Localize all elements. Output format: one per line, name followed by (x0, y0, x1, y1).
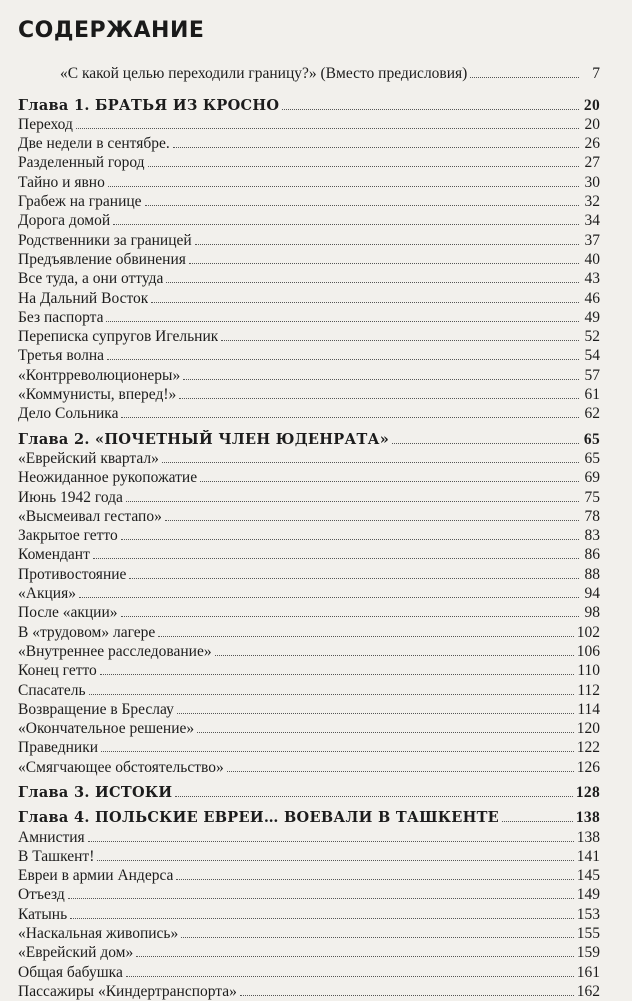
toc-chapter-heading (18, 783, 600, 802)
toc-entry (18, 700, 600, 719)
toc-entry (18, 943, 600, 962)
toc-entry-page: 30 (584, 173, 600, 191)
toc-entry (18, 719, 600, 738)
toc-entry-title: После «акции» (18, 604, 118, 622)
toc-entry-title: Противостояние (18, 565, 127, 583)
dot-leader (145, 205, 579, 206)
toc-entry (18, 545, 600, 564)
toc-entry-page: 26 (584, 135, 600, 153)
toc-entry-title: «Окончательное решение» (18, 720, 195, 738)
toc-entry (18, 827, 600, 846)
toc-entry-page: 155 (576, 925, 600, 943)
dot-leader (175, 796, 572, 797)
toc-entry-title: Конец гетто (18, 662, 97, 680)
toc-entry (18, 962, 600, 981)
dot-leader (148, 166, 579, 167)
dot-leader (121, 616, 580, 617)
dot-leader (282, 109, 579, 110)
toc-entry (18, 327, 600, 346)
toc-entry-title: Комендант (18, 546, 90, 564)
toc-entry-title: Глава 1. БРАТЬЯ ИЗ КРОСНО (18, 96, 280, 114)
toc-entry (18, 250, 600, 269)
toc-entry (18, 885, 600, 904)
toc-entry-title: Отъезд (18, 886, 65, 904)
toc-entry (18, 866, 600, 885)
toc-entry (18, 904, 600, 923)
toc-entry-title: «Акция» (18, 585, 76, 603)
toc-entry-page: 161 (576, 963, 600, 981)
toc-entry-page: 27 (584, 154, 600, 172)
toc-entry-title: Глава 3. ИСТОКИ (18, 783, 173, 801)
toc-entry-page: 83 (584, 527, 600, 545)
dot-leader (121, 539, 579, 540)
dot-leader (107, 359, 579, 360)
dot-leader (240, 995, 574, 996)
dot-leader (100, 674, 575, 675)
toc-entry-title: Грабеж на границе (18, 193, 142, 211)
toc-entry-title: Глава 2. «ПОЧЕТНЫЙ ЧЛЕН ЮДЕНРАТА» (18, 430, 390, 448)
toc-entry-title: Амнистия (18, 828, 85, 846)
toc-entry (18, 288, 600, 307)
toc-entry-title: Пассажиры «Киндертранспорта» (18, 982, 237, 1000)
toc-entry-title: «Коммунисты, вперед!» (18, 386, 177, 404)
toc-entry-title: «Наскальная живопись» (18, 925, 179, 943)
toc-entry (18, 385, 600, 404)
toc-entry-title: Без паспорта (18, 308, 104, 326)
toc-entry-title: «Еврейский дом» (18, 944, 134, 962)
toc-entry-title: Неожиданное рукопожатие (18, 469, 198, 487)
toc-entry-page: 65 (584, 449, 600, 467)
toc-entry-title: Две недели в сентябре. (18, 135, 170, 153)
toc-entry-page: 52 (584, 328, 600, 346)
toc-entry-title: «Смягчающее обстоятельство» (18, 758, 224, 776)
toc-entry-page: 75 (584, 488, 600, 506)
toc-entry-title: Родственники за границей (18, 231, 192, 249)
toc-entry-title: «Контрреволюционеры» (18, 366, 181, 384)
toc-entry-page: 159 (576, 944, 600, 962)
toc-entry (18, 346, 600, 365)
dot-leader (166, 282, 579, 283)
toc-entry-title: На Дальний Восток (18, 289, 149, 307)
toc-entry-title: Предъявление обвинения (18, 250, 186, 268)
toc-entry (18, 404, 600, 423)
toc-entry-title: Дорога домой (18, 212, 111, 230)
toc-entry-title: «Еврейский квартал» (18, 449, 159, 467)
dot-leader (221, 340, 579, 341)
dot-leader (183, 379, 579, 380)
toc-entry-page: 20 (583, 96, 600, 114)
toc-entry-page: 65 (583, 430, 600, 448)
toc-chapter-heading (18, 95, 600, 114)
dot-leader (151, 302, 579, 303)
toc-entry (18, 642, 600, 661)
toc-entry (18, 738, 600, 757)
dot-leader (101, 751, 574, 752)
toc-entry (18, 115, 600, 134)
toc-entry-title: В «трудовом» лагере (18, 623, 156, 641)
toc-entry-page: 138 (575, 809, 600, 827)
toc-entry-title: Все туда, а они оттуда (18, 270, 164, 288)
toc-entry (18, 468, 600, 487)
toc-entry (18, 847, 600, 866)
toc-entry-title: «С какой целью переходили границу?» (Вместо предисловия) (60, 65, 468, 83)
toc-entry-page: 98 (584, 604, 600, 622)
dot-leader (181, 937, 573, 938)
toc-entry-page: 94 (584, 585, 600, 603)
dot-leader (79, 597, 579, 598)
toc-entry-page: 128 (575, 783, 600, 801)
dot-leader (70, 918, 574, 919)
dot-leader (200, 481, 579, 482)
toc-entry (18, 564, 600, 583)
toc-entry-title: «Высмеивал гестапо» (18, 507, 162, 525)
toc-entry-page: 7 (592, 65, 600, 83)
toc-entry (18, 211, 600, 230)
dot-leader (136, 956, 574, 957)
toc-entry (18, 526, 600, 545)
toc-entry (18, 134, 600, 153)
toc-entry-title: Июнь 1942 года (18, 488, 123, 506)
toc-entry-title: Катынь (18, 905, 68, 923)
dot-leader (179, 398, 579, 399)
toc-entry (18, 230, 600, 249)
toc-entry-page: 126 (576, 758, 600, 776)
toc-entry (18, 603, 600, 622)
toc-entry-page: 138 (576, 828, 600, 846)
toc-entry-page: 149 (576, 886, 600, 904)
toc-entry-page: 49 (584, 308, 600, 326)
toc-entry-page: 37 (584, 231, 600, 249)
toc-entry-title: Переход (18, 115, 73, 133)
toc-entry-page: 61 (584, 386, 600, 404)
dot-leader (88, 841, 574, 842)
dot-leader (176, 879, 573, 880)
toc-entry-page: 20 (584, 115, 600, 133)
toc-preface-entry (60, 64, 600, 83)
toc-entry-title: Возвращение в Бреслау (18, 700, 174, 718)
toc-entry-page: 34 (584, 212, 600, 230)
page-title: СОДЕРЖАНИЕ (18, 18, 205, 43)
toc-chapter-heading (18, 429, 600, 448)
dot-leader (173, 147, 579, 148)
toc-entry-page: 112 (577, 681, 600, 699)
toc-entry-title: Разделенный город (18, 154, 145, 172)
toc-entry (18, 680, 600, 699)
toc-entry-page: 32 (584, 193, 600, 211)
toc-entry-page: 54 (584, 347, 600, 365)
toc-entry-page: 86 (584, 546, 600, 564)
toc-entry (18, 269, 600, 288)
toc-entry-page: 153 (576, 905, 600, 923)
dot-leader (129, 578, 579, 579)
toc-entry (18, 661, 600, 680)
toc-entry-page: 102 (576, 623, 600, 641)
toc-entry (18, 308, 600, 327)
toc-entry-title: Переписка супругов Игельник (18, 328, 219, 346)
toc-entry-title: Третья волна (18, 347, 105, 365)
toc-entry (18, 982, 600, 1001)
toc-entry-title: Спасатель (18, 681, 86, 699)
toc-entry (18, 449, 600, 468)
toc-entry-page: 69 (584, 469, 600, 487)
toc-entry (18, 487, 600, 506)
toc-entry-page: 46 (584, 289, 600, 307)
dot-leader (195, 244, 579, 245)
dot-leader (392, 443, 579, 444)
toc-entry-page: 57 (584, 366, 600, 384)
toc-entry-title: Праведники (18, 739, 99, 757)
toc-entry (18, 757, 600, 776)
toc-entry (18, 192, 600, 211)
dot-leader (215, 655, 574, 656)
toc-entry-title: Общая бабушка (18, 963, 123, 981)
dot-leader (227, 771, 574, 772)
toc-entry (18, 584, 600, 603)
toc-entry-page: 162 (576, 982, 600, 1000)
toc-entry (18, 924, 600, 943)
toc-entry-page: 145 (576, 867, 600, 885)
dot-leader (89, 694, 575, 695)
toc-entry-title: Тайно и явно (18, 173, 105, 191)
toc-entry-title: Закрытое гетто (18, 527, 118, 545)
dot-leader (189, 263, 579, 264)
dot-leader (113, 224, 579, 225)
dot-leader (126, 976, 574, 977)
toc-entry-page: 78 (584, 507, 600, 525)
dot-leader (165, 520, 579, 521)
dot-leader (126, 501, 579, 502)
toc-entry (18, 153, 600, 172)
toc-entry-page: 141 (576, 847, 600, 865)
dot-leader (158, 636, 573, 637)
dot-leader (502, 821, 573, 822)
dot-leader (68, 898, 574, 899)
toc-entry (18, 622, 600, 641)
toc-entry-title: Дело Сольника (18, 405, 119, 423)
toc-entry-page: 114 (577, 700, 600, 718)
toc-entry-page: 106 (576, 642, 600, 660)
dot-leader (197, 732, 574, 733)
toc-entry-page: 120 (576, 720, 600, 738)
toc-entry-page: 62 (584, 405, 600, 423)
dot-leader (97, 860, 573, 861)
toc-entry-title: «Внутреннее расследование» (18, 642, 212, 660)
toc-entry (18, 507, 600, 526)
toc-entry-page: 88 (584, 565, 600, 583)
dot-leader (93, 558, 579, 559)
dot-leader (177, 713, 574, 714)
dot-leader (108, 186, 579, 187)
toc-entry-title: В Ташкент! (18, 847, 95, 865)
toc-chapter-heading (18, 808, 600, 827)
dot-leader (76, 128, 579, 129)
table-of-contents (18, 64, 600, 1001)
toc-entry-title: Евреи в армии Андерса (18, 867, 174, 885)
toc-entry-page: 110 (577, 662, 600, 680)
dot-leader (470, 77, 579, 78)
dot-leader (162, 462, 579, 463)
toc-entry-page: 122 (576, 739, 600, 757)
toc-entry (18, 172, 600, 191)
dot-leader (106, 321, 579, 322)
dot-leader (121, 417, 579, 418)
toc-entry-title: Глава 4. ПОЛЬСКИЕ ЕВРЕИ… ВОЕВАЛИ В ТАШКЕНТЕ (18, 809, 500, 827)
toc-entry-page: 43 (584, 270, 600, 288)
toc-entry-page: 40 (584, 250, 600, 268)
toc-entry (18, 365, 600, 384)
